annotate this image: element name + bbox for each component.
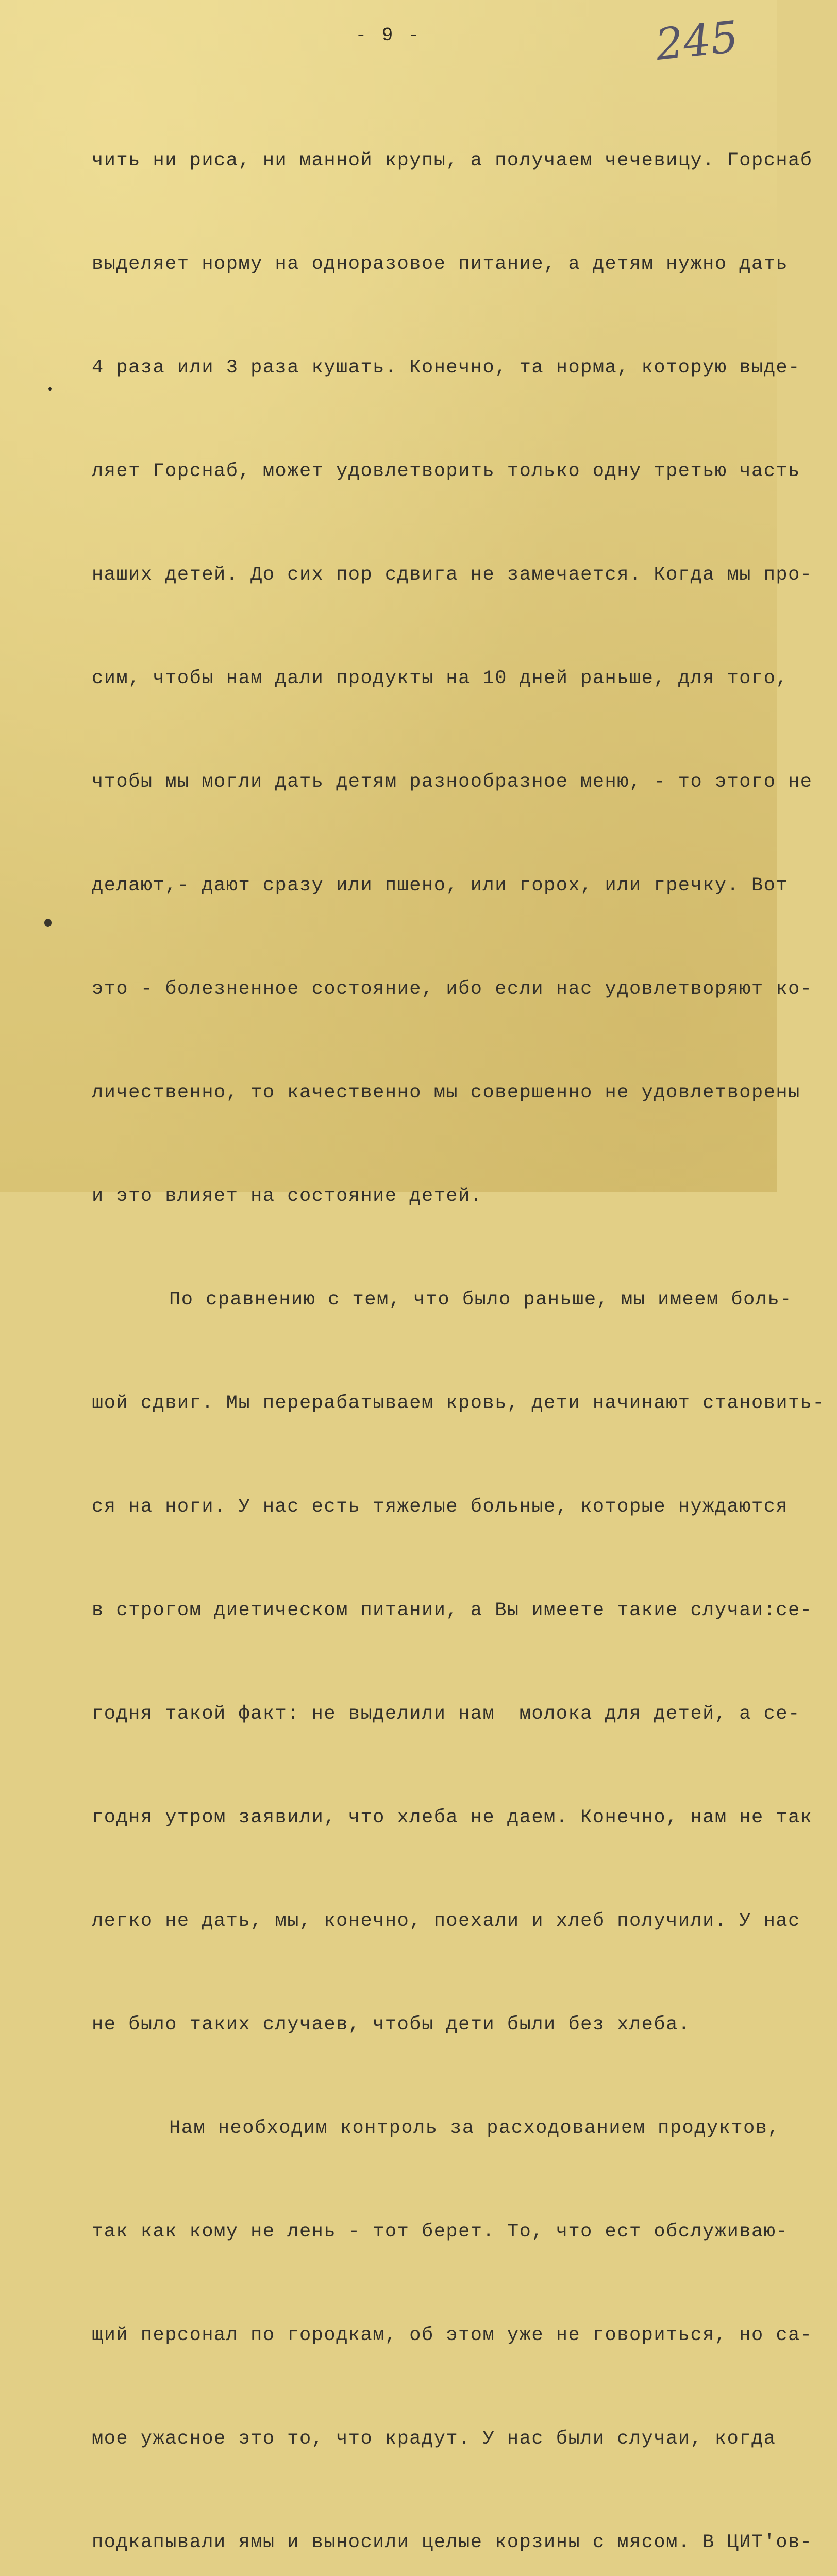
text-line: шой сдвиг. Мы перерабатываем кровь, дети начинают становить- bbox=[92, 1393, 825, 1414]
text-line: щий персонал по городкам, об этом уже не говориться, но са- bbox=[92, 2325, 813, 2346]
margin-mark bbox=[48, 387, 52, 391]
text-line: делают,- дают сразу или пшено, или горох, или гречку. Вот bbox=[92, 875, 789, 896]
page-number: - 9 - bbox=[355, 25, 422, 46]
text-line: наших детей. До сих пор сдвига не замечается. Когда мы про- bbox=[92, 564, 813, 586]
text-line: чить ни риса, ни манной крупы, а получаем чечевицу. Горснаб bbox=[92, 150, 813, 172]
text-line: подкапывали ямы и выносили целые корзины с мясом. В ЦИТ'ов- bbox=[92, 2532, 813, 2553]
typed-text-body bbox=[92, 75, 825, 2576]
text-line: чтобы мы могли дать детям разнообразное меню, - то этого не bbox=[92, 771, 813, 793]
text-line: в строгом диетическом питании, а Вы имеете такие случаи:се- bbox=[92, 1600, 813, 1621]
margin-mark bbox=[44, 919, 52, 927]
paragraph-start-line: Нам необходим контроль за расходованием продуктов, bbox=[169, 2117, 780, 2139]
archive-number-handwritten: 245 bbox=[653, 11, 741, 71]
text-line: личественно, то качественно мы совершенно не удовлетворены bbox=[92, 1082, 800, 1104]
text-line: выделяет норму на одноразовое питание, а детям нужно дать bbox=[92, 253, 789, 275]
text-line: 4 раза или 3 раза кушать. Конечно, та норма, которую выде- bbox=[92, 357, 800, 379]
text-line: ляет Горснаб, может удовлетворить только одну третью часть bbox=[92, 461, 800, 482]
text-line: ся на ноги. У нас есть тяжелые больные, которые нуждаются bbox=[92, 1496, 789, 1518]
text-line: так как кому не лень - тот берет. То, что ест обслуживаю- bbox=[92, 2221, 789, 2243]
text-line: годня утром заявили, что хлеба не даем. Конечно, нам не так bbox=[92, 1807, 813, 1828]
text-line: мое ужасное это то, что крадут. У нас были случаи, когда bbox=[92, 2428, 776, 2450]
text-line: не было таких случаев, чтобы дети были без хлеба. bbox=[92, 2014, 691, 2036]
text-line: сим, чтобы нам дали продукты на 10 дней раньше, для того, bbox=[92, 668, 789, 689]
text-line: годня такой факт: не выделили нам молока для детей, а се- bbox=[92, 1703, 800, 1725]
text-line: и это влияет на состояние детей. bbox=[92, 1185, 483, 1207]
text-line: это - болезненное состояние, ибо если нас удовлетворяют ко- bbox=[92, 978, 813, 1000]
paragraph-start-line: По сравнению с тем, что было раньше, мы имеем боль- bbox=[169, 1289, 792, 1311]
text-line: легко не дать, мы, конечно, поехали и хлеб получили. У нас bbox=[92, 1910, 800, 1932]
